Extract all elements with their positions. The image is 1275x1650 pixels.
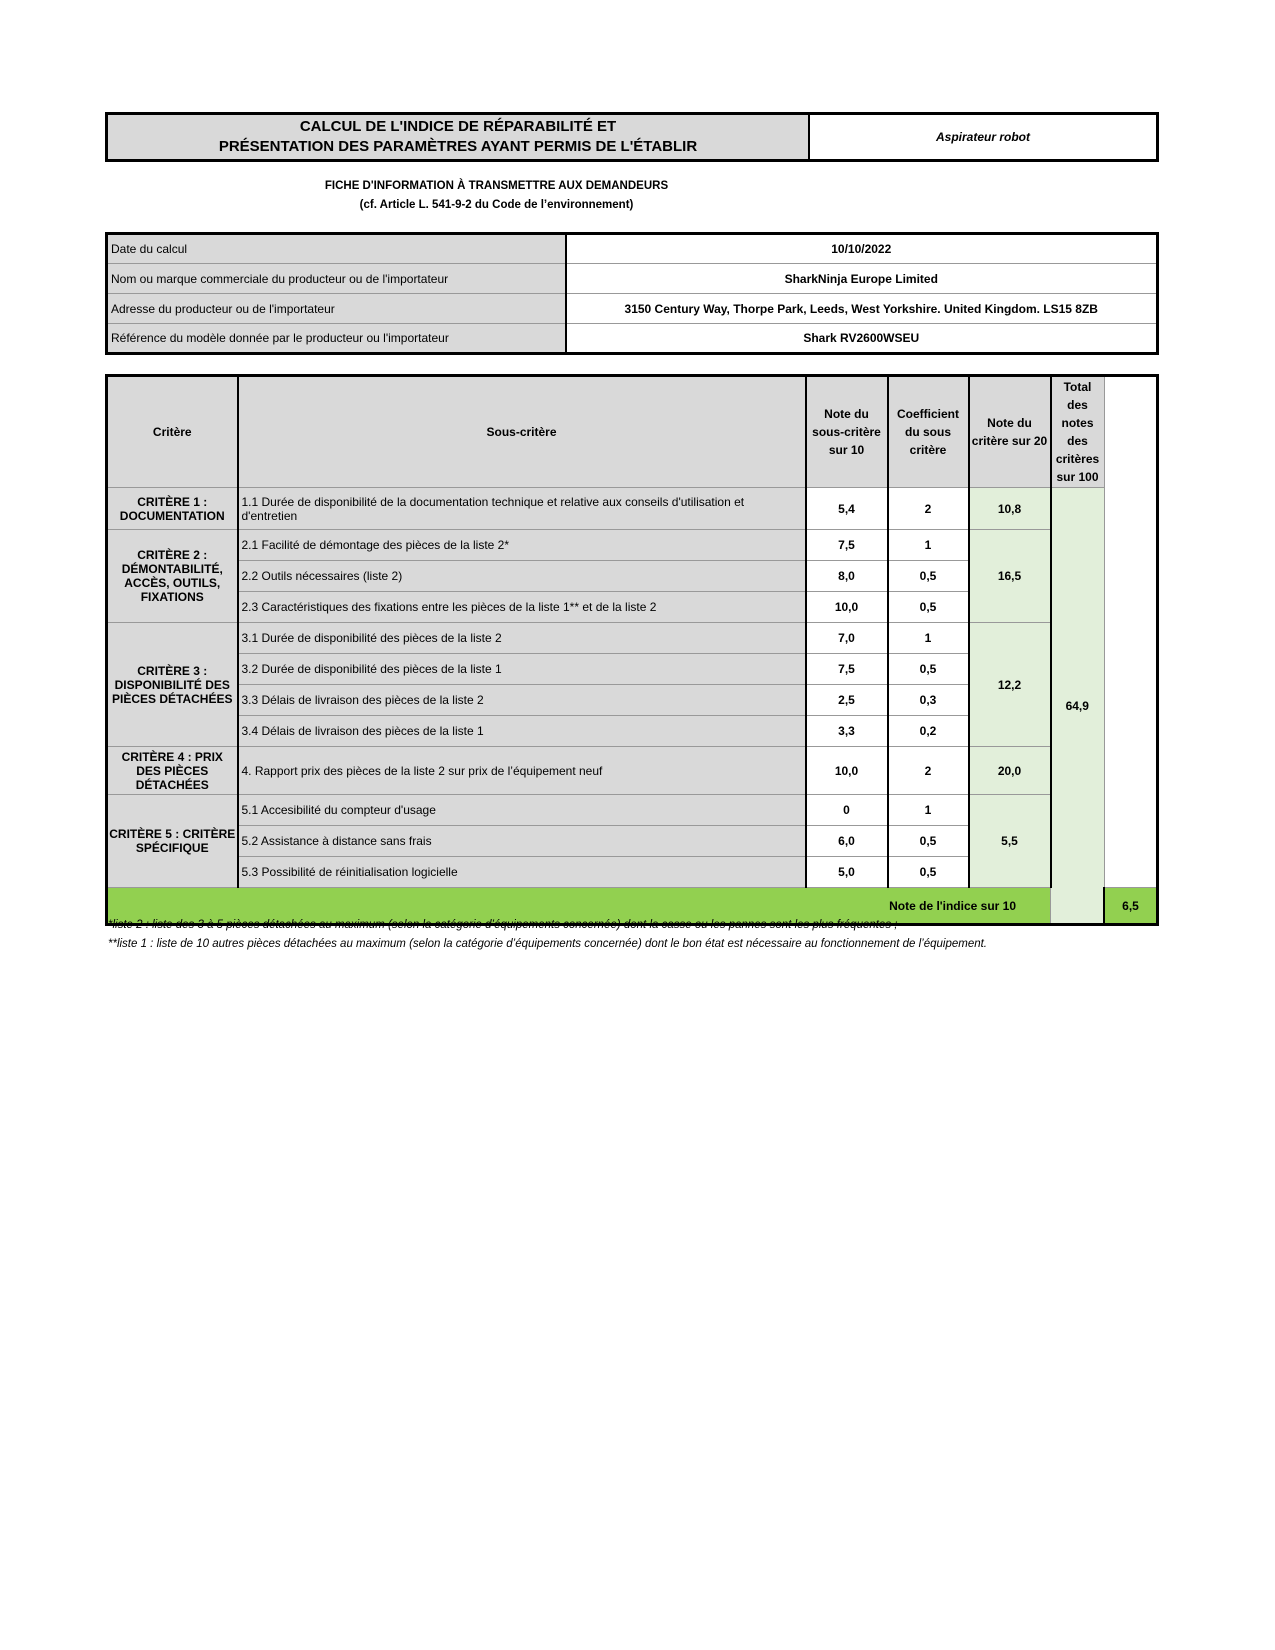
header-total: Total des notes des critères sur 100 [1051, 376, 1105, 488]
footnote-1: *liste 2 : liste des 3 à 5 pièces détachées au maximum (selon la catégorie d’équipements concernée) dont la casse ou les pannes sont les plus fréquentes ; [108, 919, 898, 931]
header-critere: Critère [107, 376, 238, 488]
table-header-row [107, 376, 1158, 488]
info-table [105, 232, 1159, 355]
page-title [108, 115, 810, 159]
table-row [107, 530, 1158, 561]
criterion-score: 10,8 [969, 488, 1051, 530]
table-row [107, 488, 1158, 530]
subcriterion-label: 4. Rapport prix des pièces de la liste 2 sur prix de l’équipement neuf [238, 747, 806, 795]
subcriterion-label: 2.2 Outils nécessaires (liste 2) [238, 561, 806, 592]
subcriterion-coef: 0,5 [888, 561, 969, 592]
info-row [107, 234, 1158, 264]
subcriterion-label: 3.2 Durée de disponibilité des pièces de la liste 1 [238, 654, 806, 685]
criterion-name: CRITÈRE 2 : DÉMONTABILITÉ, ACCÈS, OUTILS, FIXATIONS [107, 530, 238, 623]
subcriterion-note: 7,5 [806, 654, 888, 685]
final-score-value: 6,5 [1104, 888, 1158, 925]
header-note-sous-critere: Note du sous-critère sur 10 [806, 376, 888, 488]
subcriterion-note: 10,0 [806, 592, 888, 623]
header-box [105, 112, 1159, 162]
footnote-2: **liste 1 : liste de 10 autres pièces détachées au maximum (selon la catégorie d’équipements concernée) dont le bon état est nécessaire au fonctionnement de l’équipement. [108, 938, 987, 950]
subcriterion-label: 2.3 Caractéristiques des fixations entre les pièces de la liste 1** et de la liste 2 [238, 592, 806, 623]
subcriterion-coef: 1 [888, 530, 969, 561]
final-score-label: Note de l'indice sur 10 [107, 888, 1051, 925]
info-label: Nom ou marque commerciale du producteur ou de l'importateur [107, 264, 566, 294]
subcriterion-coef: 0,5 [888, 826, 969, 857]
subcriterion-coef: 0,2 [888, 716, 969, 747]
subcriterion-label: 3.1 Durée de disponibilité des pièces de la liste 2 [238, 623, 806, 654]
criterion-score: 12,2 [969, 623, 1051, 747]
subcriterion-label: 1.1 Durée de disponibilité de la documentation technique et relative aux conseils d'utilisation et d'entretien [238, 488, 806, 530]
subcriterion-note: 5,4 [806, 488, 888, 530]
criterion-score: 20,0 [969, 747, 1051, 795]
fiche-line-1: FICHE D'INFORMATION À TRANSMETTRE AUX DEMANDEURS [324, 180, 669, 192]
subcriterion-note: 3,3 [806, 716, 888, 747]
subcriterion-note: 5,0 [806, 857, 888, 888]
subcriterion-note: 2,5 [806, 685, 888, 716]
subcriterion-coef: 2 [888, 747, 969, 795]
info-row [107, 264, 1158, 294]
info-row [107, 324, 1158, 354]
subcriterion-note: 7,0 [806, 623, 888, 654]
criterion-name: CRITÈRE 4 : PRIX DES PIÈCES DÉTACHÉES [107, 747, 238, 795]
title-line-1: CALCUL DE L'INDICE DE RÉPARABILITÉ ET [299, 118, 617, 135]
subcriterion-note: 0 [806, 795, 888, 826]
score-table [105, 374, 1159, 926]
subcriterion-note: 10,0 [806, 747, 888, 795]
fiche-line-2: (cf. Article L. 541-9-2 du Code de l’environnement) [359, 199, 634, 211]
subcriterion-label: 5.1 Accesibilité du compteur d'usage [238, 795, 806, 826]
subcriterion-note: 7,5 [806, 530, 888, 561]
table-row [107, 747, 1158, 795]
subcriterion-label: 3.3 Délais de livraison des pièces de la liste 2 [238, 685, 806, 716]
info-label: Référence du modèle donnée par le producteur ou l'importateur [107, 324, 566, 354]
subcriterion-coef: 1 [888, 795, 969, 826]
criterion-score: 5,5 [969, 795, 1051, 888]
header-note-critere: Note du critère sur 20 [969, 376, 1051, 488]
info-label: Adresse du producteur ou de l'importateur [107, 294, 566, 324]
info-label: Date du calcul [107, 234, 566, 264]
info-row [107, 294, 1158, 324]
product-category: Aspirateur robot [935, 130, 1030, 144]
subcriterion-coef: 1 [888, 623, 969, 654]
criterion-name: CRITÈRE 3 : DISPONIBILITÉ DES PIÈCES DÉTACHÉES [107, 623, 238, 747]
subcriterion-note: 8,0 [806, 561, 888, 592]
header-sous-critere: Sous-critère [238, 376, 806, 488]
subcriterion-coef: 2 [888, 488, 969, 530]
criterion-name: CRITÈRE 5 : CRITÈRE SPÉCIFIQUE [107, 795, 238, 888]
subcriterion-label: 2.1 Facilité de démontage des pièces de la liste 2* [238, 530, 806, 561]
info-value: 10/10/2022 [566, 234, 1158, 264]
table-row [107, 623, 1158, 654]
header-coefficient: Coefficient du sous critère [888, 376, 969, 488]
subcriterion-coef: 0,5 [888, 857, 969, 888]
table-row [107, 795, 1158, 826]
subcriterion-label: 5.2 Assistance à distance sans frais [238, 826, 806, 857]
info-value: SharkNinja Europe Limited [566, 264, 1158, 294]
subcriterion-label: 5.3 Possibilité de réinitialisation logicielle [238, 857, 806, 888]
criterion-score: 16,5 [969, 530, 1051, 623]
subcriterion-coef: 0,5 [888, 654, 969, 685]
info-value: Shark RV2600WSEU [566, 324, 1158, 354]
subcriterion-label: 3.4 Délais de livraison des pièces de la liste 1 [238, 716, 806, 747]
info-value: 3150 Century Way, Thorpe Park, Leeds, West Yorkshire. United Kingdom. LS15 8ZB [566, 294, 1158, 324]
title-line-2: PRÉSENTATION DES PARAMÈTRES AYANT PERMIS DE L'ÉTABLIR [218, 138, 698, 155]
subcriterion-coef: 0,3 [888, 685, 969, 716]
total-score: 64,9 [1051, 488, 1105, 925]
subcriterion-coef: 0,5 [888, 592, 969, 623]
criterion-name: CRITÈRE 1 : DOCUMENTATION [107, 488, 238, 530]
subcriterion-note: 6,0 [806, 826, 888, 857]
